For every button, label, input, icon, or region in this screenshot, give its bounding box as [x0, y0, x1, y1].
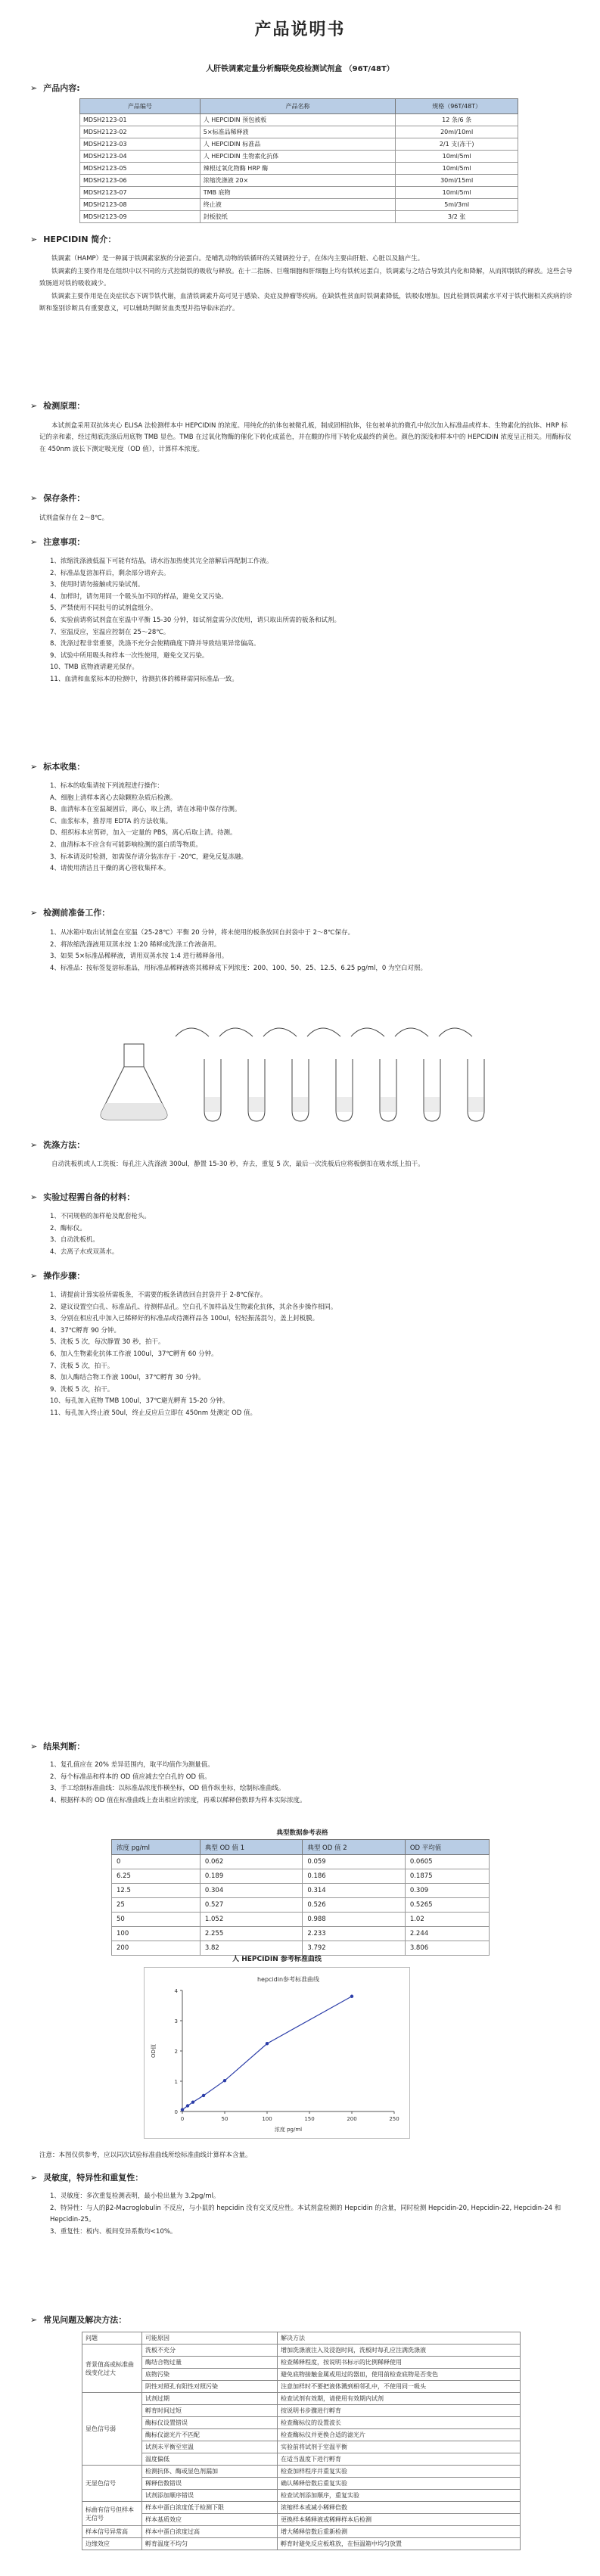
solution-cell: 注意加样时不要把液体溅到相邻孔中，不使用同一吸头 [278, 2381, 521, 2393]
intro-text [39, 253, 573, 315]
table-cell: 3.806 [405, 1941, 489, 1956]
prep-list [50, 928, 572, 974]
table-cell: MDSH2123-07 [80, 187, 201, 199]
perf-list [50, 2191, 572, 2238]
table-cell: 6.25 [112, 1869, 201, 1884]
list-item: 1、灵敏度：多次重复检测表明，最小检出量为 3.2pg/ml。 [50, 2192, 220, 2200]
table-cell: MDSH2123-05 [80, 163, 201, 175]
list-item: C、血浆标本，推荐用 EDTA 的方法收集。 [50, 817, 173, 825]
solution-cell: 检查稀释程度，按说明书标示的比例稀释使用 [278, 2357, 521, 2369]
principle-text: 本试剂盒采用双抗体夹心 ELISA 法检测样本中 HEPCIDIN 的浓度。用纯化的抗体包被微孔板，制成固相抗体，往包被单抗的微孔中依次加入标准品或样本、生物素化的抗体、HRP 标记的亲和素，经过彻底洗涤后用底物 TMB 显色。TMB 在过氧化物酶的催化下转化成蓝色，并在酸的作用下转化成最终的黄色。颜色的深浅和样本中的 HEPCIDIN 浓度呈正相关。用酶标仪在 450nm 波长下测定吸光度（OD 值），计算样本浓度。 [39, 422, 571, 453]
list-item: 8、加入酶结合物工作液 100ul，37℃孵育 30 分钟。 [50, 1374, 205, 1382]
list-item: 4、去离子水或双蒸水。 [50, 1248, 119, 1256]
x-tick-label: 200 [347, 2116, 357, 2122]
tube [263, 1028, 309, 1121]
dilution-diagram [91, 1014, 515, 1127]
table-cell: MDSH2123-06 [80, 175, 201, 187]
table-cell: 50 [112, 1913, 201, 1927]
cause-cell: 试剂添加顺序错误 [142, 2490, 278, 2502]
data-point [181, 2108, 184, 2111]
solution-cell: 更换样本稀释液或稀释样本后检测 [278, 2514, 521, 2526]
data-point [202, 2094, 205, 2097]
table-cell: MDSH2123-09 [80, 211, 201, 223]
section-intro-heading: ➢ HEPCIDIN 简介： [30, 235, 117, 244]
section-principle-heading: ➢ 检测原理： [30, 401, 85, 411]
table-cell: 0 [112, 1855, 201, 1869]
table-row [112, 1913, 490, 1927]
x-tick-label: 250 [389, 2116, 399, 2122]
list-item: 2、每个标准品和样本的 OD 值应减去空白孔的 OD 值。 [50, 1773, 211, 1781]
y-tick-label: 0 [174, 2109, 178, 2115]
data-point [350, 1995, 353, 1998]
cause-cell: 样本中蛋白浓度低于检测下限 [142, 2502, 278, 2514]
y-tick-label: 4 [174, 1988, 178, 1994]
problem-cell: 边缘效应 [82, 2538, 142, 2550]
table-row [82, 2538, 521, 2550]
list-item: 3、如果 5×标准品稀释液，请用双蒸水按 1:4 进行稀释备用。 [50, 952, 228, 961]
table-row [82, 2345, 521, 2357]
list-item: 4、标准品：按标签复溶标准品，用标准品稀释液将其稀释成下列浓度：200、100、50、25、12.5、6.25 pg/ml，0 为空白对照。 [50, 964, 427, 972]
cause-cell: 检测抗体、酶或显色剂漏加 [142, 2466, 278, 2478]
table-row [82, 2478, 521, 2490]
solution-cell: 按说明书步骤进行孵育 [278, 2405, 521, 2417]
list-item: 2、酶标仪。 [50, 1224, 86, 1232]
list-item: 5、严禁使用不同批号的试剂盒组分。 [50, 604, 157, 613]
solution-cell: 实验前将试剂于室温平衡 [278, 2441, 521, 2453]
col-header: 浓度 pg/ml [112, 1840, 201, 1855]
solution-cell: 检查加样程序并重复实验 [278, 2466, 521, 2478]
table-row [82, 2429, 521, 2441]
list-item: 3、标本请及时检测，如需保存请分装冻存于 -20℃，避免反复冻融。 [50, 853, 248, 861]
y-tick-label: 1 [174, 2079, 178, 2085]
section-steps-heading: ➢ 操作步骤： [30, 1271, 85, 1281]
page-title: 产品说明书 [254, 20, 346, 39]
table-cell: 浓缩洗涤液 20× [200, 175, 396, 187]
troubleshooting-body [82, 2345, 521, 2550]
table-row [112, 1898, 490, 1913]
section-wash-heading: ➢ 洗涤方法： [30, 1140, 85, 1150]
section-perf-heading: ➢ 灵敏度，特异性和重复性： [30, 2173, 144, 2183]
materials-list [50, 1211, 572, 1258]
solution-cell: 确认稀释倍数后重复实验 [278, 2478, 521, 2490]
list-item: 2、标准品复溶加样后，剩余部分请弃去。 [50, 569, 170, 577]
table-cell: 100 [112, 1927, 201, 1941]
data-point [223, 2079, 226, 2082]
col-header: 产品名称 [200, 99, 396, 114]
table-row [82, 2393, 521, 2405]
list-item: 2、血清标本不应含有可能影响检测的蛋白质等物质。 [50, 841, 202, 849]
table-cell: 3.792 [303, 1941, 405, 1956]
table-cell: 12.5 [112, 1884, 201, 1898]
table-cell: 10ml/5ml [396, 163, 518, 175]
section-storage-heading: ➢ 保存条件： [30, 493, 85, 503]
table-cell: TMB 底物 [200, 187, 396, 199]
table-cell: 2/1 支(冻干) [396, 138, 518, 151]
table-cell: 2.255 [200, 1927, 302, 1941]
list-item: 2、建议设置空白孔、标准品孔、待测样品孔。空白孔不加样品及生物素化抗体，其余各步操作相同。 [50, 1303, 337, 1311]
stock-flask [101, 1044, 167, 1120]
table-row [82, 2526, 521, 2538]
y-tick-label: 3 [174, 2018, 178, 2024]
list-item: 3、自动洗板机。 [50, 1236, 99, 1244]
cause-cell: 洗板不充分 [142, 2345, 278, 2357]
list-item: 1、不同规格的加样枪及配套枪头。 [50, 1213, 151, 1220]
table-cell: 3.82 [200, 1941, 302, 1956]
wash-text: 自动洗板机或人工洗板：每孔注入洗涤液 300ul，静置 15-30 秒，弃去，重复 5 次，最后一次洗板后应将板倒扣在吸水纸上拍干。 [51, 1161, 424, 1168]
section-sample-heading: ➢ 标本收集： [30, 762, 85, 772]
solution-cell: 在适当温度下进行孵育 [278, 2453, 521, 2466]
table-row [112, 1869, 490, 1884]
solution-cell: 孵育时避免反应板堆放，在恒温箱中均匀放置 [278, 2538, 521, 2550]
list-item: 3、分别在相应孔中加入已稀释好的标准品或待测样品各 100ul，轻轻振荡混匀，盖上封板膜。 [50, 1315, 319, 1323]
tube [439, 1028, 484, 1121]
table-row [80, 114, 518, 126]
col-header: 典型 OD 值 2 [303, 1840, 405, 1855]
col-header: 规格（96T/48T） [396, 99, 518, 114]
table-row [82, 2441, 521, 2453]
list-item: 2、将浓缩洗涤液用双蒸水按 1:20 稀释成洗涤工作液备用。 [50, 940, 221, 949]
table-row [112, 1927, 490, 1941]
table-cell: 1.052 [200, 1913, 302, 1927]
steps-list [50, 1290, 572, 1420]
list-item: 3、使用时请勿接触或污染试剂。 [50, 581, 145, 589]
data-point [266, 2042, 269, 2045]
table-row [80, 187, 518, 199]
table-cell: MDSH2123-08 [80, 199, 201, 211]
table-cell: 0.527 [200, 1898, 302, 1913]
standard-data-table [111, 1826, 490, 1956]
table-cell: MDSH2123-03 [80, 138, 201, 151]
table-row [82, 2490, 521, 2502]
col-header: 典型 OD 值 1 [200, 1840, 302, 1855]
problem-cell: 样本信号异常高 [82, 2526, 142, 2538]
list-item: 3、重复性：板内、板间变异系数均<10%。 [50, 2227, 177, 2236]
table-cell: 人 HEPCIDIN 生物素化抗体 [200, 151, 396, 163]
list-item: 6、实验前请将试剂盒在室温中平衡 15-30 分钟，如试剂盒需分次使用，请只取出所需的板条和试剂。 [50, 616, 341, 624]
table-row [82, 2502, 521, 2514]
chart-subtitle: hepcidin参考标准曲线 [256, 1976, 320, 1983]
standard-table-body [112, 1855, 490, 1956]
table-row [80, 211, 518, 223]
table-row [82, 2381, 521, 2393]
list-item: 1、请提前计算实验所需板条，不需要的板条请放回自封袋并于 2-8℃保存。 [50, 1291, 267, 1299]
list-item: 4、37℃孵育 90 分钟。 [50, 1326, 120, 1335]
list-item: D、组织标本应剪碎，加入一定量的 PBS，离心后取上清。待测。 [50, 829, 237, 837]
product-table [79, 98, 518, 223]
list-item: 4、加样时，请勿用同一个吸头加不同的样品，避免交叉污染。 [50, 592, 228, 601]
list-item: 10、TMB 底物液请避光保存。 [50, 663, 138, 672]
table-row [82, 2369, 521, 2381]
table-cell: 3/2 张 [396, 211, 518, 223]
solution-cell: 检查试剂有效期，请使用有效期内试剂 [278, 2393, 521, 2405]
table-cell: 2.233 [303, 1927, 405, 1941]
x-tick-label: 0 [180, 2116, 185, 2122]
data-point [186, 2104, 189, 2107]
cause-cell: 底物污染 [142, 2369, 278, 2381]
table-cell: 人 HEPCIDIN 预包被板 [200, 114, 396, 126]
table-row [80, 163, 518, 175]
table-caption: 典型数据参考表格 [112, 1826, 490, 1840]
problem-cell: 无显色信号 [82, 2466, 142, 2502]
problem-cell: 背景值高或标准曲线变化过大 [82, 2345, 142, 2393]
table-row [112, 1884, 490, 1898]
x-tick-label: 100 [262, 2116, 272, 2122]
table-cell: 0.314 [303, 1884, 405, 1898]
tube [219, 1028, 265, 1121]
list-item: 4、请使用清洁且干燥的离心管收集样本。 [50, 865, 170, 873]
list-item: B、血清标本在室温凝固后，离心，取上清，请在冰箱中保存待测。 [50, 806, 241, 814]
col-header: OD 平均值 [405, 1840, 489, 1855]
table-cell: 0.189 [200, 1869, 302, 1884]
troubleshooting-table [82, 2332, 521, 2550]
table-cell: 20ml/10ml [396, 126, 518, 138]
table-cell: 25 [112, 1898, 201, 1913]
problem-cell: 标曲有信号但样本无信号 [82, 2502, 142, 2526]
table-cell: 终止液 [200, 199, 396, 211]
table-cell: 200 [112, 1941, 201, 1956]
table-row [80, 151, 518, 163]
table-cell: 5×标准品稀释液 [200, 126, 396, 138]
calc-list [50, 1760, 572, 1807]
col-header: 产品编号 [80, 99, 201, 114]
cause-cell: 酶标仪滤光片不匹配 [142, 2429, 278, 2441]
table-row [112, 1855, 490, 1869]
y-axis-label: OD值 [151, 2044, 157, 2058]
section-prep-heading: ➢ 检测前准备工作： [30, 908, 110, 918]
section-notes-heading: ➢ 注意事项： [30, 537, 85, 547]
tube [176, 1028, 221, 1121]
standard-curve-chart [145, 1968, 409, 2138]
col-header: 解决方法 [278, 2332, 521, 2345]
cause-cell: 孵育温度不均匀 [142, 2538, 278, 2550]
dilution-tubes [176, 1028, 484, 1121]
table-cell: 10ml/5ml [396, 151, 518, 163]
x-axis-label: 浓度 pg/ml [274, 2127, 303, 2133]
table-cell: 30ml/15ml [396, 175, 518, 187]
paragraph: 铁调素（HAMP）是一种属于铁调素家族的分泌蛋白。是哺乳动物的铁循环的关键调控分子，在体内主要由肝脏、心脏以及脑产生。 [51, 255, 424, 263]
x-tick-label: 50 [221, 2116, 228, 2122]
cause-cell: 试剂过期 [142, 2393, 278, 2405]
table-cell: 0.0605 [405, 1855, 489, 1869]
section-calc-heading: ➢ 结果判断： [30, 1742, 85, 1751]
solution-cell: 浓缩样本或减小稀释倍数 [278, 2502, 521, 2514]
table-cell: 0.062 [200, 1855, 302, 1869]
y-tick-label: 2 [174, 2049, 178, 2055]
tube [395, 1028, 440, 1121]
chart-title: 人 HEPCIDIN 参考标准曲线 [232, 1956, 322, 1963]
table-cell: 封板胶纸 [200, 211, 396, 223]
list-item: 1、标本的收集请按下列流程进行操作： [50, 782, 163, 790]
cause-cell: 温度偏低 [142, 2453, 278, 2466]
list-item: 4、根据样本的 OD 值在标准曲线上查出相应的浓度，再乘以稀释倍数即为样本实际浓度。 [50, 1796, 306, 1804]
table-cell: MDSH2123-02 [80, 126, 201, 138]
solution-cell: 检查酶标仪的设置波长 [278, 2417, 521, 2429]
problem-cell: 显色信号弱 [82, 2393, 142, 2466]
cause-cell: 稀释倍数错误 [142, 2478, 278, 2490]
solution-cell: 避免底物接触金属或用过的器皿，使用前检查底物是否变色 [278, 2369, 521, 2381]
table-row [82, 2405, 521, 2417]
list-item: 10、每孔加入底物 TMB 100ul，37℃避光孵育 15-20 分钟。 [50, 1397, 229, 1406]
section-trouble-heading: ➢ 常见问题及解决方法： [30, 2315, 127, 2325]
table-cell: 0.988 [303, 1913, 405, 1927]
storage-text: 试剂盒保存在 2～8℃。 [39, 514, 109, 522]
data-point [191, 2100, 194, 2103]
solution-cell: 增大稀释倍数后重新检测 [278, 2526, 521, 2538]
table-row [82, 2514, 521, 2526]
list-item: 9、洗板 5 次，拍干。 [50, 1385, 114, 1394]
table-cell: 1.02 [405, 1913, 489, 1927]
table-row [82, 2417, 521, 2429]
notes-list [50, 556, 572, 686]
product-table-body [80, 114, 518, 223]
table-row [82, 2453, 521, 2466]
table-row [82, 2466, 521, 2478]
x-tick-label: 150 [304, 2116, 315, 2122]
paragraph: 铁调素的主要作用是在组织中以不同的方式控制铁的吸收与释放。在十二指肠、巨噬细胞和肝细胞上均有铁转运蛋白，铁调素与之结合导致其内化和降解，从而抑制铁的释放。这些会导致肠道对铁的吸收减少。 [39, 268, 573, 287]
table-row [82, 2357, 521, 2369]
table-row [80, 175, 518, 187]
chart-note: 注意：本图仅供参考，应以同次试验标准曲线所绘标准曲线计算样本含量。 [39, 2152, 252, 2159]
table-row [80, 199, 518, 211]
tube [351, 1028, 396, 1121]
table-row [80, 126, 518, 138]
list-item: 9、试验中所用吸头和样本一次性使用，避免交叉污染。 [50, 651, 209, 660]
table-cell: MDSH2123-01 [80, 114, 201, 126]
cause-cell: 试剂未平衡至室温 [142, 2441, 278, 2453]
solution-cell: 检查酶标仪并更换合适的滤光片 [278, 2429, 521, 2441]
cause-cell: 样本中蛋白浓度过高 [142, 2526, 278, 2538]
list-item: 1、从冰箱中取出试剂盒在室温（25-28℃）平衡 20 分钟，将未使用的板条放回自封袋中于 2～8℃保存。 [50, 929, 354, 937]
list-item: 6、加入生物素化抗体工作液 100ul，37℃孵育 60 分钟。 [50, 1350, 218, 1358]
table-cell: MDSH2123-04 [80, 151, 201, 163]
list-item: 11、血清和血浆标本的检测中，待测抗体的稀释需同标准品一致。 [50, 675, 238, 683]
table-cell: 0.5265 [405, 1898, 489, 1913]
kit-subtitle: 人肝铁调素定量分析酶联免疫检测试剂盒 （96T/48T） [206, 65, 394, 73]
table-cell: 0.526 [303, 1898, 405, 1913]
list-item: A、细胞上清样本离心去除颗粒杂质后检测。 [50, 794, 177, 802]
col-header: 问题 [82, 2332, 142, 2345]
solution-cell: 检查试剂添加顺序，重复实验 [278, 2490, 521, 2502]
cause-cell: 孵育时间过短 [142, 2405, 278, 2417]
table-cell: 12 条/6 条 [396, 114, 518, 126]
list-item: 7、洗板 5 次，拍干。 [50, 1362, 114, 1370]
sample-list [50, 781, 572, 875]
chart-container [144, 1967, 410, 2139]
paragraph: 铁调素主要作用是在炎症状态下调节铁代谢，血清铁调素升高可见于感染、炎症及肿瘤等疾病。在缺铁性贫血时铁调素降低，铁吸收增加。因此检测铁调素水平对于铁代谢相关疾病的诊断和鉴别诊断具有重要意义，可以辅助判断贫血类型并指导临床治疗。 [39, 293, 573, 312]
table-cell: 0.059 [303, 1855, 405, 1869]
cause-cell: 样本基质效应 [142, 2514, 278, 2526]
list-item: 5、洗板 5 次，每次静置 30 秒，拍干。 [50, 1338, 165, 1347]
table-row [80, 138, 518, 151]
cause-cell: 阴性对照孔有阳性对照污染 [142, 2381, 278, 2393]
cause-cell: 酶标仪设置错误 [142, 2417, 278, 2429]
table-cell: 0.304 [200, 1884, 302, 1898]
series-line [182, 1996, 352, 2110]
list-item: 11、每孔加入终止液 50ul，终止反应后立即在 450nm 处测定 OD 值。 [50, 1409, 257, 1417]
list-item: 1、浓缩洗涤液低温下可能有结晶，请水浴加热使其完全溶解后再配制工作液。 [50, 558, 273, 565]
table-cell: 10ml/5ml [396, 187, 518, 199]
table-cell: 2.244 [405, 1927, 489, 1941]
table-cell: 5ml/3ml [396, 199, 518, 211]
cause-cell: 酶结合物过量 [142, 2357, 278, 2369]
table-cell: 人 HEPCIDIN 标准品 [200, 138, 396, 151]
list-item: 2、特异性：与人的β2-Macroglobulin 不反应，与小鼠的 hepcidin 没有交叉反应性。本试剂盒检测的 Hepcidin 的含量，同时检测 Hepcidin-20, Hepcidin-22, Hepcidin-24 和 Hepcidin-25。 [50, 2204, 561, 2224]
table-cell: 0.309 [405, 1884, 489, 1898]
solution-cell: 增加洗涤液注入及浸泡时间，洗板时每孔应注满洗涤液 [278, 2345, 521, 2357]
list-item: 1、复孔值应在 20% 差异范围内，取平均值作为测量值。 [50, 1761, 214, 1769]
section-content-heading: ➢ 产品内容: [30, 83, 80, 93]
section-materials-heading: ➢ 实验过程需自备的材料： [30, 1192, 135, 1202]
table-cell: 0.1875 [405, 1869, 489, 1884]
list-item: 7、室温反应，室温应控制在 25～28℃。 [50, 628, 170, 636]
list-item: 8、洗涤过程非常重要，洗涤不充分会使精确度下降并导致结果异常偏高。 [50, 640, 260, 648]
table-cell: 辣根过氧化物酶 HRP 酶 [200, 163, 396, 175]
col-header: 可能原因 [142, 2332, 278, 2345]
table-cell: 0.186 [303, 1869, 405, 1884]
list-item: 3、手工绘制标准曲线：以标准品浓度作横坐标，OD 值作纵坐标，绘制标准曲线。 [50, 1785, 285, 1793]
tube [307, 1028, 353, 1121]
